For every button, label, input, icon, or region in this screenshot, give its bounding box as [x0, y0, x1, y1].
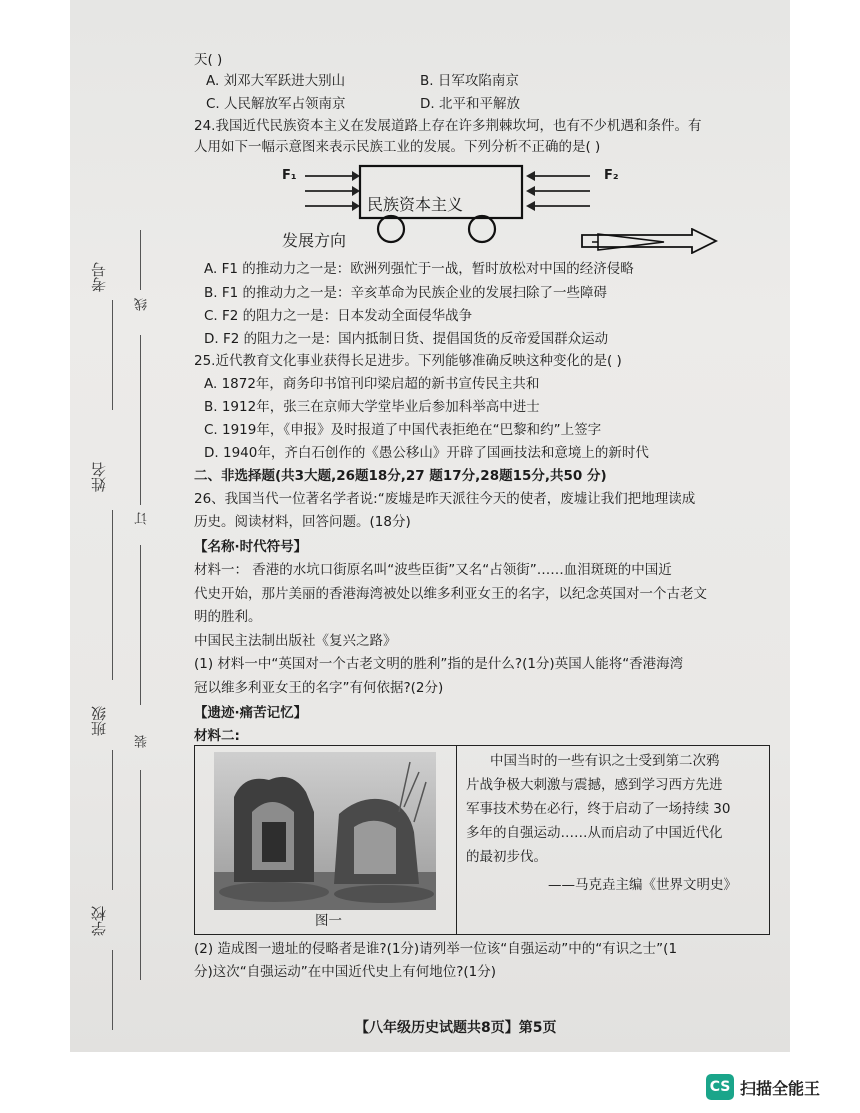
page-footer: 【八年级历史试题共8页】第5页: [355, 1020, 557, 1036]
q26-subq2-line1: (2) 造成图一遗址的侵略者是谁?(1分)请列举一位该“自强运动”中的“有识之士”(1: [194, 941, 678, 957]
binding-line: [140, 230, 141, 290]
binding-line: [140, 545, 141, 705]
q24-option-c: C. F2 的阻力之一是：日本发动全面侵华战争: [204, 308, 473, 324]
q26-heading-1: 【名称·时代符号】: [194, 539, 308, 555]
fill-line-exam-no: [112, 300, 113, 410]
q24-stem-line2: 人用如下一幅示意图来表示民族工业的发展。下列分析不正确的是( ): [194, 139, 601, 155]
section-2-heading: 二、非选择题(共3大题,26题18分,27 题17分,28题15分,共50 分): [194, 468, 607, 484]
q25-option-d: D. 1940年，齐白石创作的《愚公移山》开辟了国画技法和意境上的新时代: [204, 445, 649, 461]
binding-mark-line: 线: [135, 298, 150, 311]
diagram-direction-label: 发展方向: [282, 231, 347, 250]
q26-material1-line1: 材料一： 香港的水坑口街原名叫“波些臣街”又名“占领街”……血泪斑斑的中国近: [194, 562, 672, 578]
q23-option-c: C. 人民解放军占领南京: [206, 96, 346, 112]
q25-stem: 25.近代教育文化事业获得长足进步。下列能够准确反映这种变化的是( ): [194, 353, 622, 369]
camscanner-logo-icon: CS: [706, 1074, 734, 1100]
scanned-page: [70, 0, 790, 1052]
q23-option-b: B. 日军攻陷南京: [420, 73, 519, 89]
q24-option-b: B. F1 的推动力之一是：辛亥革命为民族企业的发展扫除了一些障碍: [204, 285, 607, 301]
q23-tail: 天( ): [194, 52, 223, 68]
q23-option-d: D. 北平和平解放: [420, 96, 520, 112]
side-label-school: 学校: [90, 906, 108, 936]
material2-text-line1: 中国当时的一些有识之士受到第二次鸦: [490, 753, 720, 769]
binding-mark-ding: 订: [135, 512, 150, 525]
binding-mark-zhuang: 装: [135, 735, 150, 748]
figure-caption: 图一: [315, 913, 342, 929]
q25-option-b: B. 1912年，张三在京师大学堂毕业后参加科举高中进士: [204, 399, 540, 415]
material2-divider: [456, 746, 457, 934]
q26-material1-line2: 代史开始，那片美丽的香港海湾被处以维多利亚女王的名字，以纪念英国对一个古老文: [194, 586, 707, 602]
fill-line-school: [112, 950, 113, 1030]
q24-option-a: A. F1 的推动力之一是：欧洲列强忙于一战，暂时放松对中国的经济侵略: [204, 261, 634, 277]
side-label-name: 姓名: [90, 462, 108, 492]
material2-text-line5: 的最初步伐。: [466, 849, 547, 865]
fill-line-name: [112, 510, 113, 680]
diagram-label-f1: F₁: [282, 168, 297, 183]
binding-line: [140, 335, 141, 505]
side-label-exam-no: 考号: [90, 262, 108, 292]
diagram-label-f2: F₂: [604, 168, 619, 183]
q26-material2-label: 材料二:: [194, 728, 240, 744]
material2-text-line4: 多年的自强运动……从而启动了中国近代化: [466, 825, 723, 841]
q26-material1-source: 中国民主法制出版社《复兴之路》: [194, 633, 397, 649]
q26-subq2-line2: 分)这次“自强运动”在中国近代史上有何地位?(1分): [194, 964, 497, 980]
q24-option-d: D. F2 的阻力之一是：国内抵制日货、提倡国货的反帝爱国群众运动: [204, 331, 609, 347]
diagram-box-label: 民族资本主义: [367, 195, 464, 214]
q26-stem-line1: 26、我国当代一位著名学者说:“废墟是昨天派往今天的使者，废墟让我们把地理读成: [194, 491, 696, 507]
yuanmingyuan-ruins-photo: [214, 752, 436, 910]
q26-material1-line3: 明的胜利。: [194, 609, 262, 625]
material2-text-line3: 军事技术势在必行，终于启动了一场持续 30: [466, 801, 731, 817]
q24-stem-line1: 24.我国近代民族资本主义在发展道路上存在许多荆棘坎坷，也有不少机遇和条件。有: [194, 118, 702, 134]
fill-line-class: [112, 750, 113, 890]
q26-stem-line2: 历史。阅读材料，回答问题。(18分): [194, 514, 411, 530]
material2-source: ——马克垚主编《世界文明史》: [548, 877, 737, 893]
q25-option-c: C. 1919年，《申报》及时报道了中国代表拒绝在“巴黎和约”上签字: [204, 422, 602, 438]
q26-subq1-line1: (1) 材料一中“英国对一个古老文明的胜利”指的是什么?(1分)英国人能将“香港海湾: [194, 656, 684, 672]
binding-line: [140, 770, 141, 980]
direction-arrow: [580, 228, 720, 254]
material2-text-line2: 片战争极大刺激与震撼，感到学习西方先进: [466, 777, 723, 793]
side-label-class: 班级: [90, 706, 108, 736]
q26-subq1-line2: 冠以维多利亚女王的名字”有何依据?(2分): [194, 680, 444, 696]
q23-option-a: A. 刘邓大军跃进大别山: [206, 73, 346, 89]
q25-option-a: A. 1872年，商务印书馆刊印梁启超的新书宣传民主共和: [204, 376, 540, 392]
q26-heading-2: 【遗迹·痛苦记忆】: [194, 705, 308, 721]
camscanner-app-name: 扫描全能王: [740, 1078, 821, 1098]
camscanner-watermark: [706, 1074, 820, 1100]
